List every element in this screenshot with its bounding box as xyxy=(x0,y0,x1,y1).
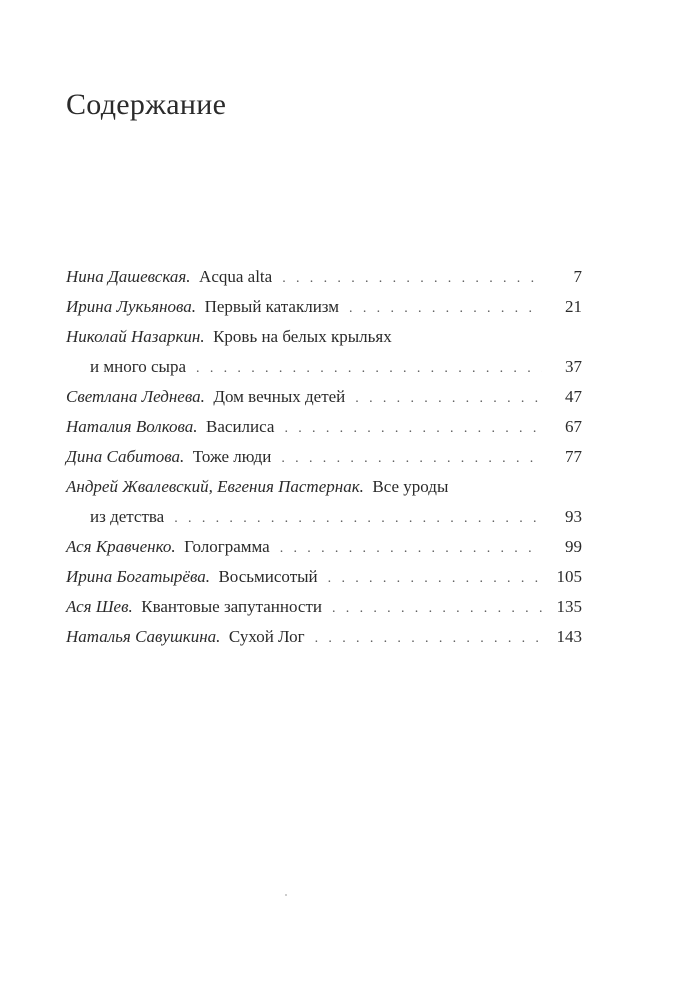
page-title: Содержание xyxy=(66,88,227,121)
toc-entry-title: Acqua alta xyxy=(199,267,273,286)
toc-entry-page: 7 xyxy=(573,267,582,286)
dot-leader xyxy=(196,354,542,384)
dot-leader xyxy=(281,444,542,474)
dot-leader xyxy=(355,384,542,414)
toc-entry-11 xyxy=(66,622,582,652)
toc-entry-5 xyxy=(66,412,582,442)
dot-leader xyxy=(332,594,542,624)
toc-entry-page: 135 xyxy=(556,597,582,616)
toc-entry-page: 99 xyxy=(565,537,582,556)
toc-entry-title: Тоже люди xyxy=(192,447,272,466)
toc-entry-10 xyxy=(66,592,582,622)
toc-entry-7 xyxy=(66,472,582,532)
toc-entry-title: Кровь на белых крыльях xyxy=(213,327,392,346)
dot-leader xyxy=(284,414,542,444)
toc-entry-author: Дина Сабитова. xyxy=(66,447,185,466)
toc-entry-title: Первый катаклизм xyxy=(204,297,340,316)
toc-entry-page: 93 xyxy=(565,507,582,526)
toc-entry-title: Сухой Лог xyxy=(228,627,305,646)
toc-entry-title: Дом вечных детей xyxy=(213,387,346,406)
toc-entry-title: Восьмисотый xyxy=(218,567,318,586)
toc-entry-author: Наталья Савушкина. xyxy=(66,627,221,646)
toc-entry-author: Светлана Леднева. xyxy=(66,387,205,406)
toc-entry-author: Ирина Лукьянова. xyxy=(66,297,197,316)
toc-entry-page: 77 xyxy=(565,447,582,466)
dot-leader xyxy=(349,294,542,324)
dot-leader xyxy=(315,624,542,654)
toc-entry-author: Андрей Жвалевский, Евгения Пастернак. xyxy=(66,477,364,496)
toc-entry-author: Наталия Волкова. xyxy=(66,417,198,436)
toc-entry-page: 37 xyxy=(565,357,582,376)
toc-entry-page: 67 xyxy=(565,417,582,436)
dot-leader xyxy=(328,564,542,594)
toc-entry-2 xyxy=(66,292,582,322)
toc-entry-page: 47 xyxy=(565,387,582,406)
toc-entry-author: Ирина Богатырёва. xyxy=(66,567,210,586)
toc-entry-title-continuation: из детства xyxy=(90,507,165,526)
toc-entry-3 xyxy=(66,322,582,382)
toc-entry-title-continuation: и много сыра xyxy=(90,357,187,376)
toc-entry-1 xyxy=(66,262,582,292)
toc-entry-author: Нина Дашевская. xyxy=(66,267,191,286)
toc-entry-9 xyxy=(66,562,582,592)
toc-entry-page: 21 xyxy=(565,297,582,316)
toc-entry-author: Ася Кравченко. xyxy=(66,537,176,556)
dot-leader xyxy=(282,264,542,294)
toc-entry-title: Голограмма xyxy=(184,537,270,556)
toc-entry-8 xyxy=(66,532,582,562)
toc-entry-author: Ася Шев. xyxy=(66,597,133,616)
dot-leader xyxy=(280,534,542,564)
dot-leader xyxy=(174,504,542,534)
toc-entry-page: 105 xyxy=(556,567,582,586)
toc-entry-title: Все уроды xyxy=(372,477,449,496)
table-of-contents xyxy=(66,262,582,652)
toc-entry-title: Квантовые запутанности xyxy=(141,597,322,616)
print-speck xyxy=(285,894,287,896)
toc-entry-page: 143 xyxy=(556,627,582,646)
toc-entry-4 xyxy=(66,382,582,412)
toc-entry-6 xyxy=(66,442,582,472)
toc-entry-author: Николай Назаркин. xyxy=(66,327,205,346)
toc-entry-title: Василиса xyxy=(206,417,275,436)
